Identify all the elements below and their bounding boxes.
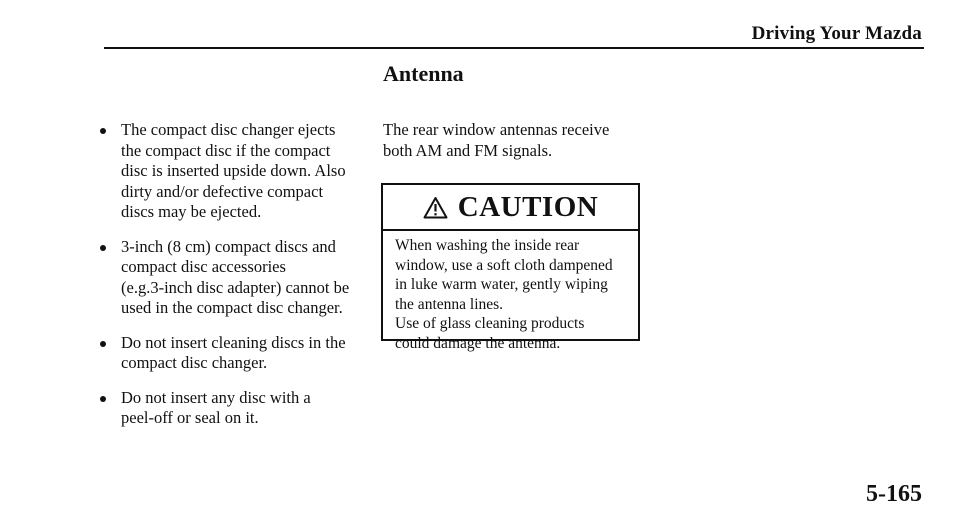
bullet-line: discs may be ejected. (121, 202, 262, 221)
bullet-line: used in the compact disc changer. (121, 298, 343, 317)
bullet-item (95, 333, 365, 374)
bullet-line: the compact disc if the compact (121, 140, 331, 160)
bullet-line: compact disc accessories (121, 257, 286, 276)
caution-header (383, 185, 638, 231)
bullet-line: compact disc changer. (121, 353, 268, 372)
bullet-item (95, 120, 365, 223)
bullet-item (95, 388, 365, 429)
caution-line: the antenna lines. (395, 295, 504, 313)
bullet-line: disc is inserted upside down. Also (121, 161, 346, 180)
caution-line: in luke warm water, gently wiping (395, 276, 608, 293)
header-divider (104, 47, 924, 49)
bullet-dot-icon (100, 396, 106, 402)
page-header-title: Driving Your Mazda (751, 23, 922, 44)
bullet-line: 3-inch (8 cm) compact discs and (121, 236, 336, 256)
bullet-dot-icon (100, 245, 106, 251)
bullet-dot-icon (100, 128, 106, 134)
bullet-list (95, 120, 365, 443)
page-number: 5-165 (866, 481, 922, 507)
warning-triangle-icon (423, 196, 448, 219)
intro-line: The rear window antennas receive (383, 120, 610, 139)
caution-box (381, 183, 640, 352)
intro-line: both AM and FM signals. (383, 140, 553, 160)
bullet-line: (e.g.3-inch disc adapter) cannot be (121, 277, 350, 297)
section-title: Antenna (383, 61, 464, 86)
caution-title: CAUTION (457, 190, 599, 223)
antenna-intro (383, 120, 643, 161)
caution-line: window, use a soft cloth dampened (395, 256, 613, 274)
bullet-item (95, 237, 365, 319)
caution-body (383, 231, 638, 353)
bullet-line: The compact disc changer ejects (121, 120, 336, 139)
caution-line: Use of glass cleaning products (395, 315, 585, 332)
bullet-line: Do not insert cleaning discs in the (121, 332, 346, 352)
bullet-line: Do not insert any disc with a (121, 387, 311, 407)
bullet-line: dirty and/or defective compact (121, 181, 324, 201)
caution-line: could damage the antenna. (395, 334, 561, 352)
caution-line: When washing the inside rear (395, 237, 580, 254)
bullet-line: peel-off or seal on it. (121, 408, 259, 427)
bullet-dot-icon (100, 341, 106, 347)
